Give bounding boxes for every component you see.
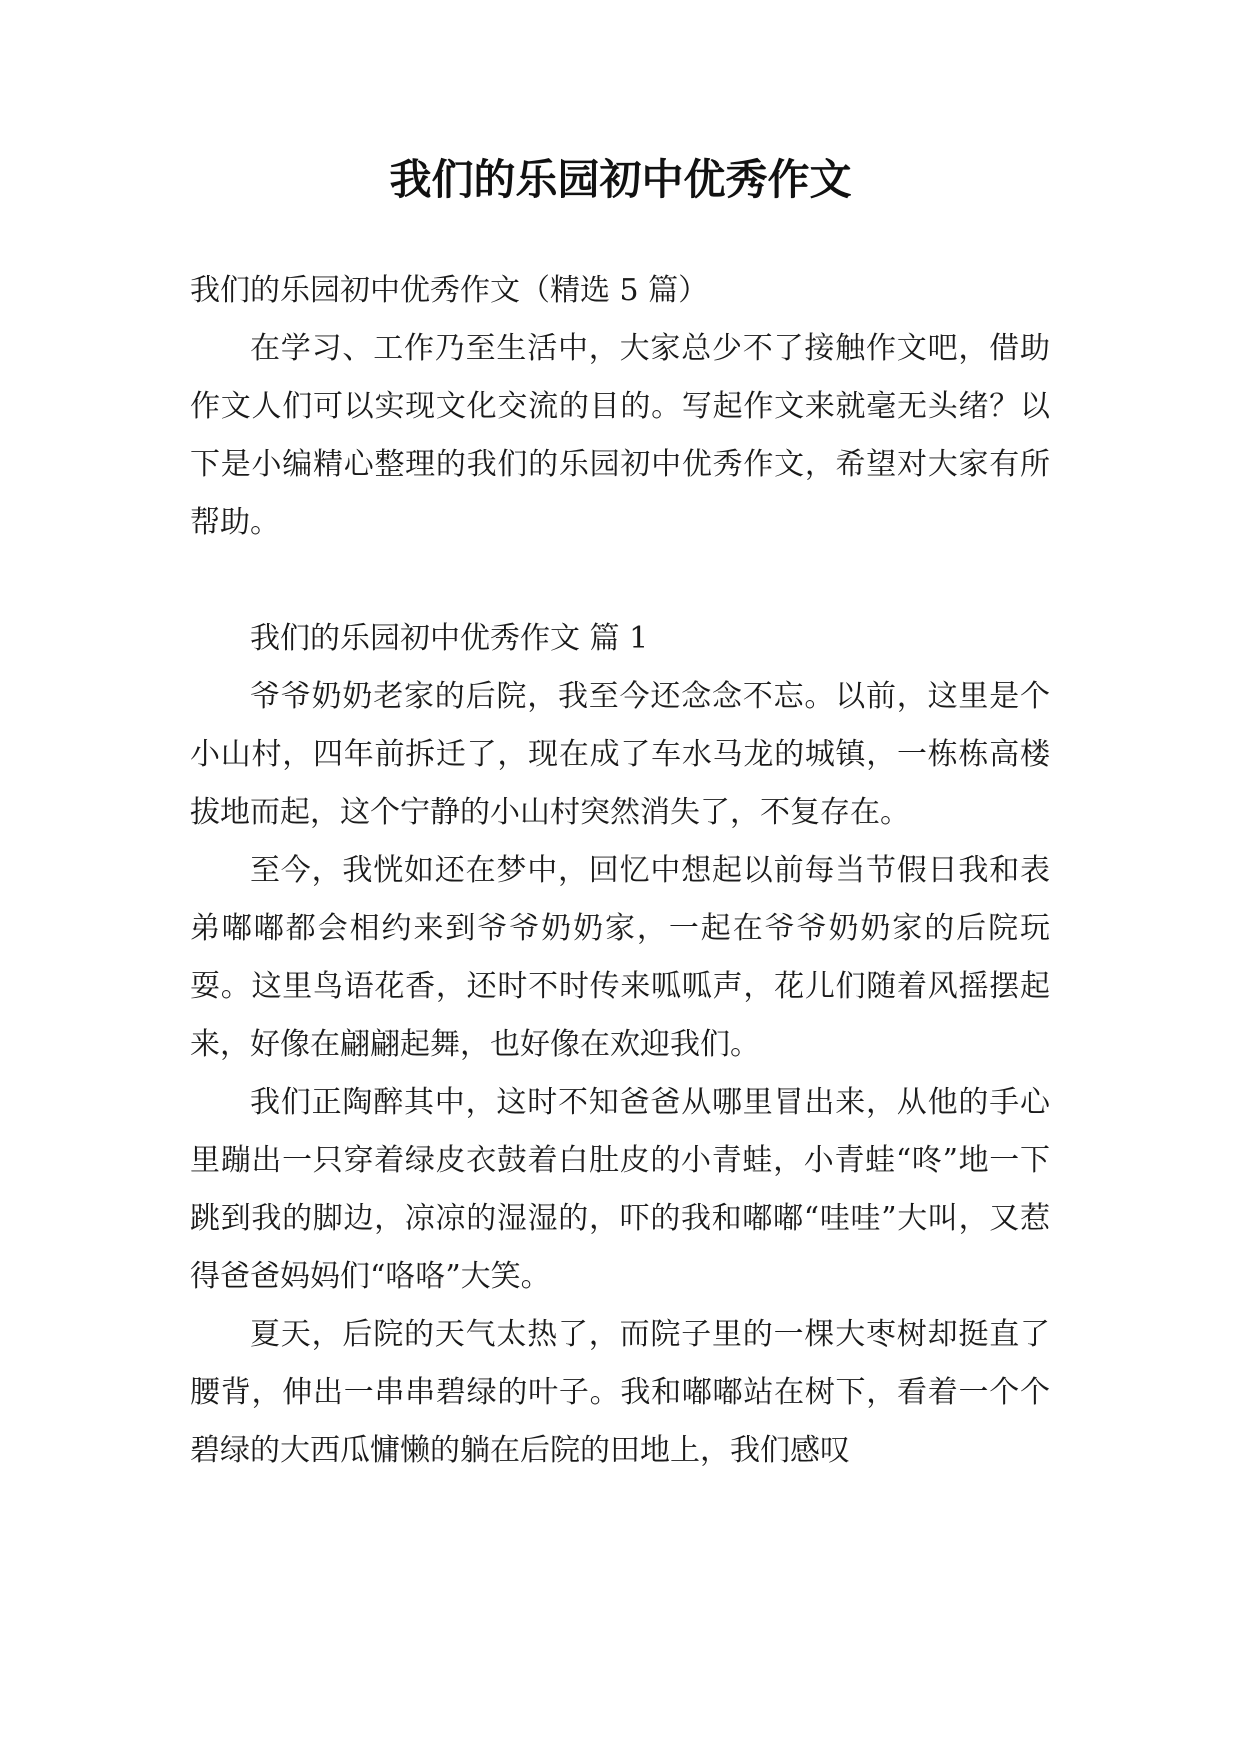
intro-paragraph: 在学习、工作乃至生活中，大家总少不了接触作文吧，借助作文人们可以实现文化交流的目的。写起作文来就毫无头绪？以下是小编精心整理的我们的乐园初中优秀作文，希望对大家有所帮助。: [190, 331, 1050, 540]
body-paragraph: 至今，我恍如还在梦中，回忆中想起以前每当节假日我和表弟嘟嘟都会相约来到爷爷奶奶家，一起在爷爷奶奶家的后院玩耍。这里鸟语花香，还时不时传来呱呱声，花儿们随着风摇摆起来，好像在翩翩起舞，也好像在欢迎我们。: [190, 853, 1050, 1062]
body-paragraph: 夏天，后院的天气太热了，而院子里的一棵大枣树却挺直了腰背，伸出一串串碧绿的叶子。我和嘟嘟站在树下，看着一个个碧绿的大西瓜慵懒的躺在后院的田地上，我们感叹: [190, 1317, 1050, 1468]
body-paragraph: 爷爷奶奶老家的后院，我至今还念念不忘。以前，这里是个小山村，四年前拆迁了，现在成了车水马龙的城镇，一栋栋高楼拔地而起，这个宁静的小山村突然消失了，不复存在。: [190, 679, 1050, 830]
document-body: [190, 262, 1050, 1480]
section-heading: 我们的乐园初中优秀作文 篇 1: [250, 621, 649, 656]
document-title: 我们的乐园初中优秀作文: [389, 155, 852, 204]
body-paragraph: 我们正陶醉其中，这时不知爸爸从哪里冒出来，从他的手心里蹦出一只穿着绿皮衣鼓着白肚皮的小青蛙，小青蛙“咚”地一下跳到我的脚边，凉凉的湿湿的，吓的我和嘟嘟“哇哇”大叫，又惹得爸爸妈妈们“咯咯”大笑。: [190, 1085, 1050, 1294]
document-subtitle: 我们的乐园初中优秀作文（精选 5 篇）: [190, 273, 709, 308]
